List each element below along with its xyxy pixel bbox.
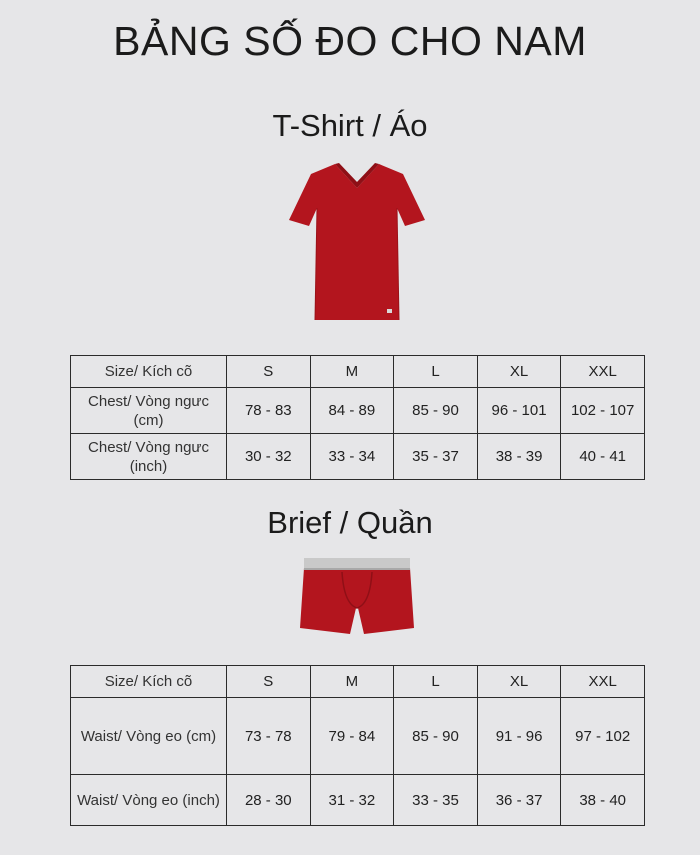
page-title: BẢNG SỐ ĐO CHO NAM: [113, 18, 587, 64]
table-cell: 73 - 78: [227, 698, 311, 775]
table-cell: 85 - 90: [394, 388, 478, 434]
table-header-row: [71, 356, 645, 388]
row-label: Waist/ Vòng eo (inch): [71, 775, 227, 826]
table-cell: 78 - 83: [227, 388, 311, 434]
table-header-cell: M: [310, 666, 394, 698]
table-cell: 36 - 37: [477, 775, 561, 826]
table-cell: 28 - 30: [227, 775, 311, 826]
brief-section-title: Brief / Quần: [267, 505, 433, 540]
table-header-cell: M: [310, 356, 394, 388]
tshirt-section-title: T-Shirt / Áo: [272, 108, 428, 143]
table-cell: 79 - 84: [310, 698, 394, 775]
table-cell: 97 - 102: [561, 698, 645, 775]
table-header-cell: Size/ Kích cõ: [71, 666, 227, 698]
table-row: [71, 775, 645, 826]
table-cell: 38 - 39: [477, 434, 561, 480]
table-header-cell: XXL: [561, 356, 645, 388]
table-cell: 84 - 89: [310, 388, 394, 434]
brief-size-table: [70, 665, 645, 826]
row-label: Chest/ Vòng ngưc (inch): [71, 434, 227, 480]
red-boxer-brief-icon: [298, 558, 416, 638]
red-vneck-tshirt-icon: [287, 160, 427, 325]
table-cell: 38 - 40: [561, 775, 645, 826]
table-header-cell: XXL: [561, 666, 645, 698]
table-header-cell: XL: [477, 356, 561, 388]
table-cell: 31 - 32: [310, 775, 394, 826]
table-header-cell: XL: [477, 666, 561, 698]
table-cell: 102 - 107: [561, 388, 645, 434]
table-row: [71, 388, 645, 434]
row-label: Waist/ Vòng eo (cm): [71, 698, 227, 775]
table-cell: 96 - 101: [477, 388, 561, 434]
table-header-cell: L: [394, 356, 478, 388]
table-cell: 40 - 41: [561, 434, 645, 480]
table-cell: 35 - 37: [394, 434, 478, 480]
table-row: [71, 698, 645, 775]
table-cell: 33 - 35: [394, 775, 478, 826]
table-cell: 91 - 96: [477, 698, 561, 775]
table-header-row: [71, 666, 645, 698]
table-cell: 85 - 90: [394, 698, 478, 775]
table-row: [71, 434, 645, 480]
row-label: Chest/ Vòng ngưc (cm): [71, 388, 227, 434]
table-header-cell: Size/ Kích cõ: [71, 356, 227, 388]
table-cell: 30 - 32: [227, 434, 311, 480]
table-header-cell: S: [227, 356, 311, 388]
table-header-cell: S: [227, 666, 311, 698]
table-cell: 33 - 34: [310, 434, 394, 480]
tshirt-size-table: [70, 355, 645, 480]
table-header-cell: L: [394, 666, 478, 698]
